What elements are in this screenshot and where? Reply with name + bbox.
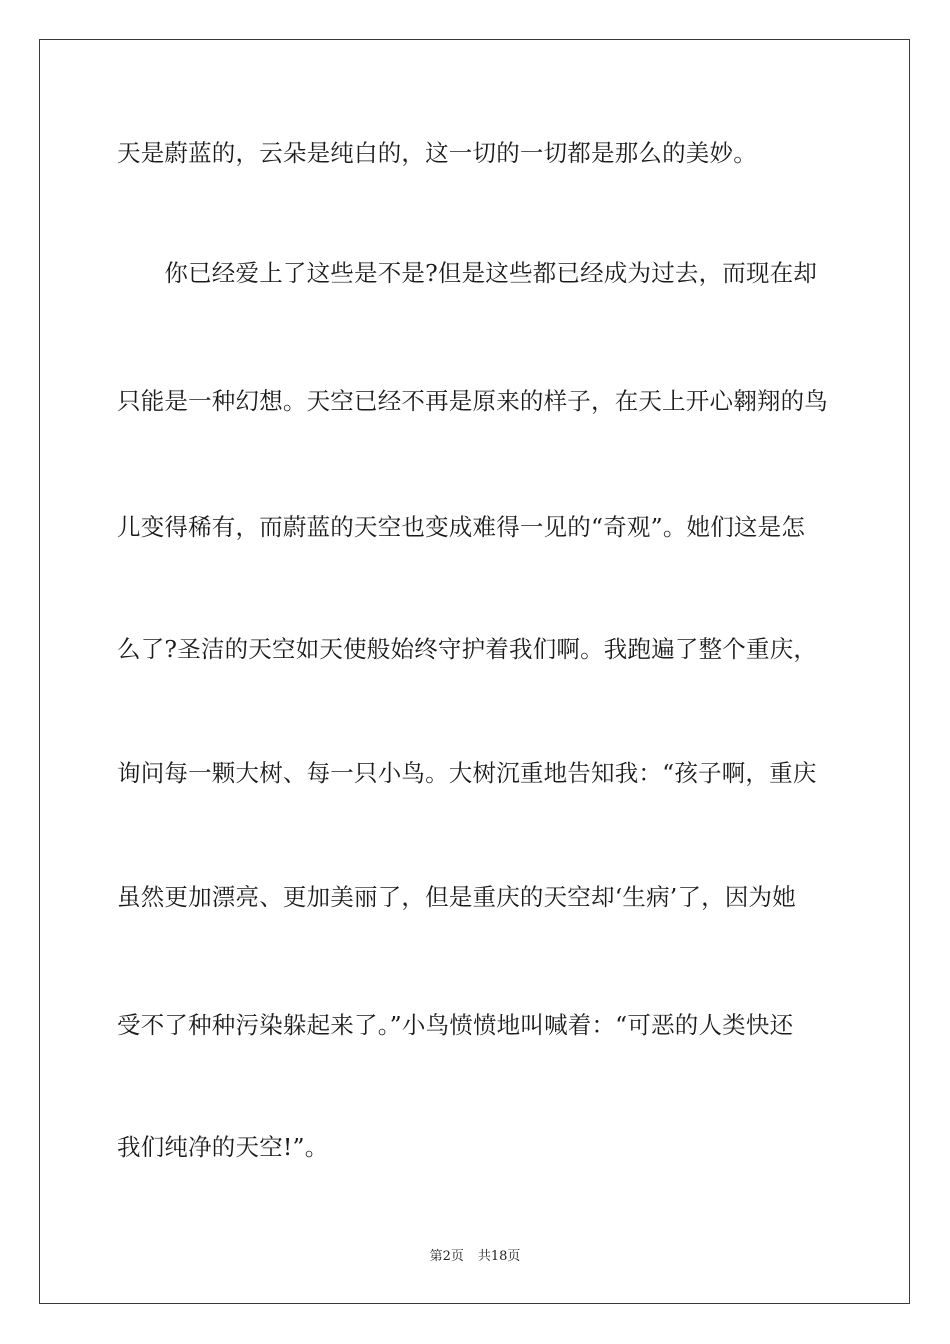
text-line-5: 么了?圣洁的天空如天使般始终守护着我们啊。我跑遍了整个重庆，: [117, 635, 818, 663]
total-pages: 共18页: [477, 1249, 521, 1264]
text-line-4: 儿变得稀有，而蔚蓝的天空也变成难得一见的“奇观”。她们这是怎: [117, 513, 806, 541]
text-line-1: 天是蔚蓝的，云朵是纯白的，这一切的一切都是那么的美妙。: [117, 139, 757, 167]
text-line-9: 我们纯净的天空!”。: [117, 1133, 329, 1161]
page-number: 第2页: [429, 1249, 464, 1264]
text-line-3: 只能是一种幻想。天空已经不再是原来的样子，在天上开心翱翔的鸟: [117, 387, 828, 415]
text-line-2: 你已经爱上了这些是不是?但是这些都已经成为过去，而现在却: [117, 259, 818, 287]
text-line-8: 受不了种种污染躲起来了。”小鸟愤愤地叫喊着：“可恶的人类快还: [117, 1011, 794, 1039]
page-footer: [0, 1248, 950, 1266]
page-border: [39, 39, 910, 1304]
text-line-7: 虽然更加漂亮、更加美丽了，但是重庆的天空却‘生病’了，因为她: [117, 883, 796, 911]
text-line-6: 询问每一颗大树、每一只小鸟。大树沉重地告知我：“孩子啊，重庆: [117, 759, 817, 787]
